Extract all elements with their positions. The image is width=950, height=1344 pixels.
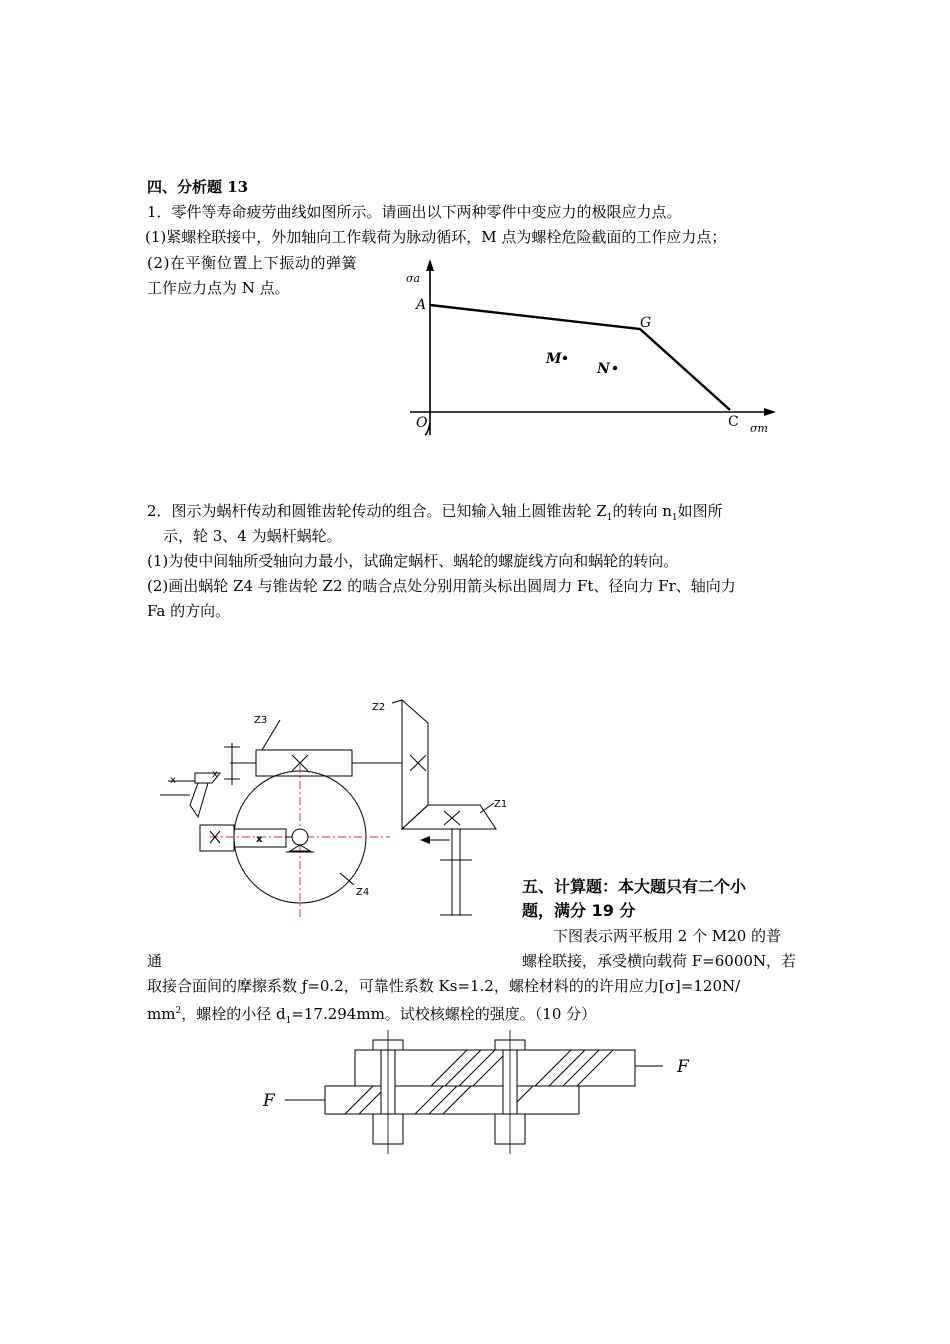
point-m-dot <box>563 356 567 360</box>
section-5-line-3: 取接合面间的摩擦系数 ƒ=0.2，可靠性系数 Ks=1.2，螺栓材料的的许用应力[σ]=120N/ <box>147 977 741 995</box>
section-5-line-2-right: 螺栓联接，承受横向载荷 F=6000N，若 <box>522 952 797 970</box>
z1-label: Z1 <box>494 799 508 810</box>
svg-text:x: x <box>170 775 176 786</box>
q2-item-2-line-1: (2)画出蜗轮 Z4 与锥齿轮 Z2 的啮合点处分别用箭头标出圆周力 Ft、径向力 Fr、轴向力 <box>147 577 736 595</box>
q2-line-1: 2．图示为蜗杆传动和圆锥齿轮传动的组合。已知输入轴上圆锥齿轮 $Z_1$的转向 $n_1$如图所 <box>147 502 723 523</box>
q1-item-1: (1)紧螺栓联接中，外加轴向工作载荷为脉动循环，M 点为螺栓危险截面的工作应力点； <box>145 228 727 246</box>
origin-label: O <box>416 415 428 431</box>
z2-label: Z2 <box>372 702 386 713</box>
q1-item-2-line-2: 工作应力点为 N 点。 <box>147 279 290 297</box>
z4-label: Z4 <box>356 887 370 898</box>
section-5-title-line-2: 题，满分 19 分 <box>522 901 636 920</box>
section-4-title: 四、分析题 13 <box>147 178 249 196</box>
q1-stem: 1．零件等寿命疲劳曲线如图所示。请画出以下两种零件中变应力的极限应力点。 <box>147 203 682 221</box>
q1-item-2-line-1: (2)在平衡位置上下振动的弹簧 <box>147 254 358 272</box>
q2-item-2-line-2: Fa 的方向。 <box>147 602 231 620</box>
point-a-label: A <box>416 297 427 313</box>
q2-item-1: (1)为使中间轴所受轴向力最小，试确定蜗杆、蜗轮的螺旋线方向和蜗轮的转向。 <box>147 552 679 570</box>
force-left-label: F <box>263 1091 275 1111</box>
fatigue-diagram <box>400 255 780 445</box>
section-5-line-1: 下图表示两平板用 2 个 M20 的普 <box>553 927 782 945</box>
point-g-label: G <box>640 315 652 331</box>
point-n-label: N <box>597 361 610 377</box>
force-right-label: F <box>677 1057 689 1077</box>
point-c-label: C <box>728 414 739 430</box>
section-5-line-4: $mm^2$，螺栓的小径 $d_1=17.294mm$。试校核螺栓的强度。（10 分） <box>147 1005 597 1026</box>
gear-train-diagram <box>150 695 530 925</box>
section-5-line-2-left: 通 <box>147 952 163 970</box>
x-axis-label: σm <box>750 422 768 435</box>
svg-text:x: x <box>212 769 218 780</box>
z3-label: Z3 <box>254 715 268 726</box>
bolted-plates-diagram <box>255 1030 705 1160</box>
y-axis-label: σa <box>406 272 421 285</box>
q2-line-2: 示，轮 3、4 为蜗杆蜗轮。 <box>163 527 342 545</box>
section-5-title-line-1: 五、计算题：本大题只有二个小 <box>522 877 747 896</box>
point-m-label: M <box>546 351 562 367</box>
svg-text:x: x <box>256 834 263 845</box>
point-n-dot <box>613 366 617 370</box>
